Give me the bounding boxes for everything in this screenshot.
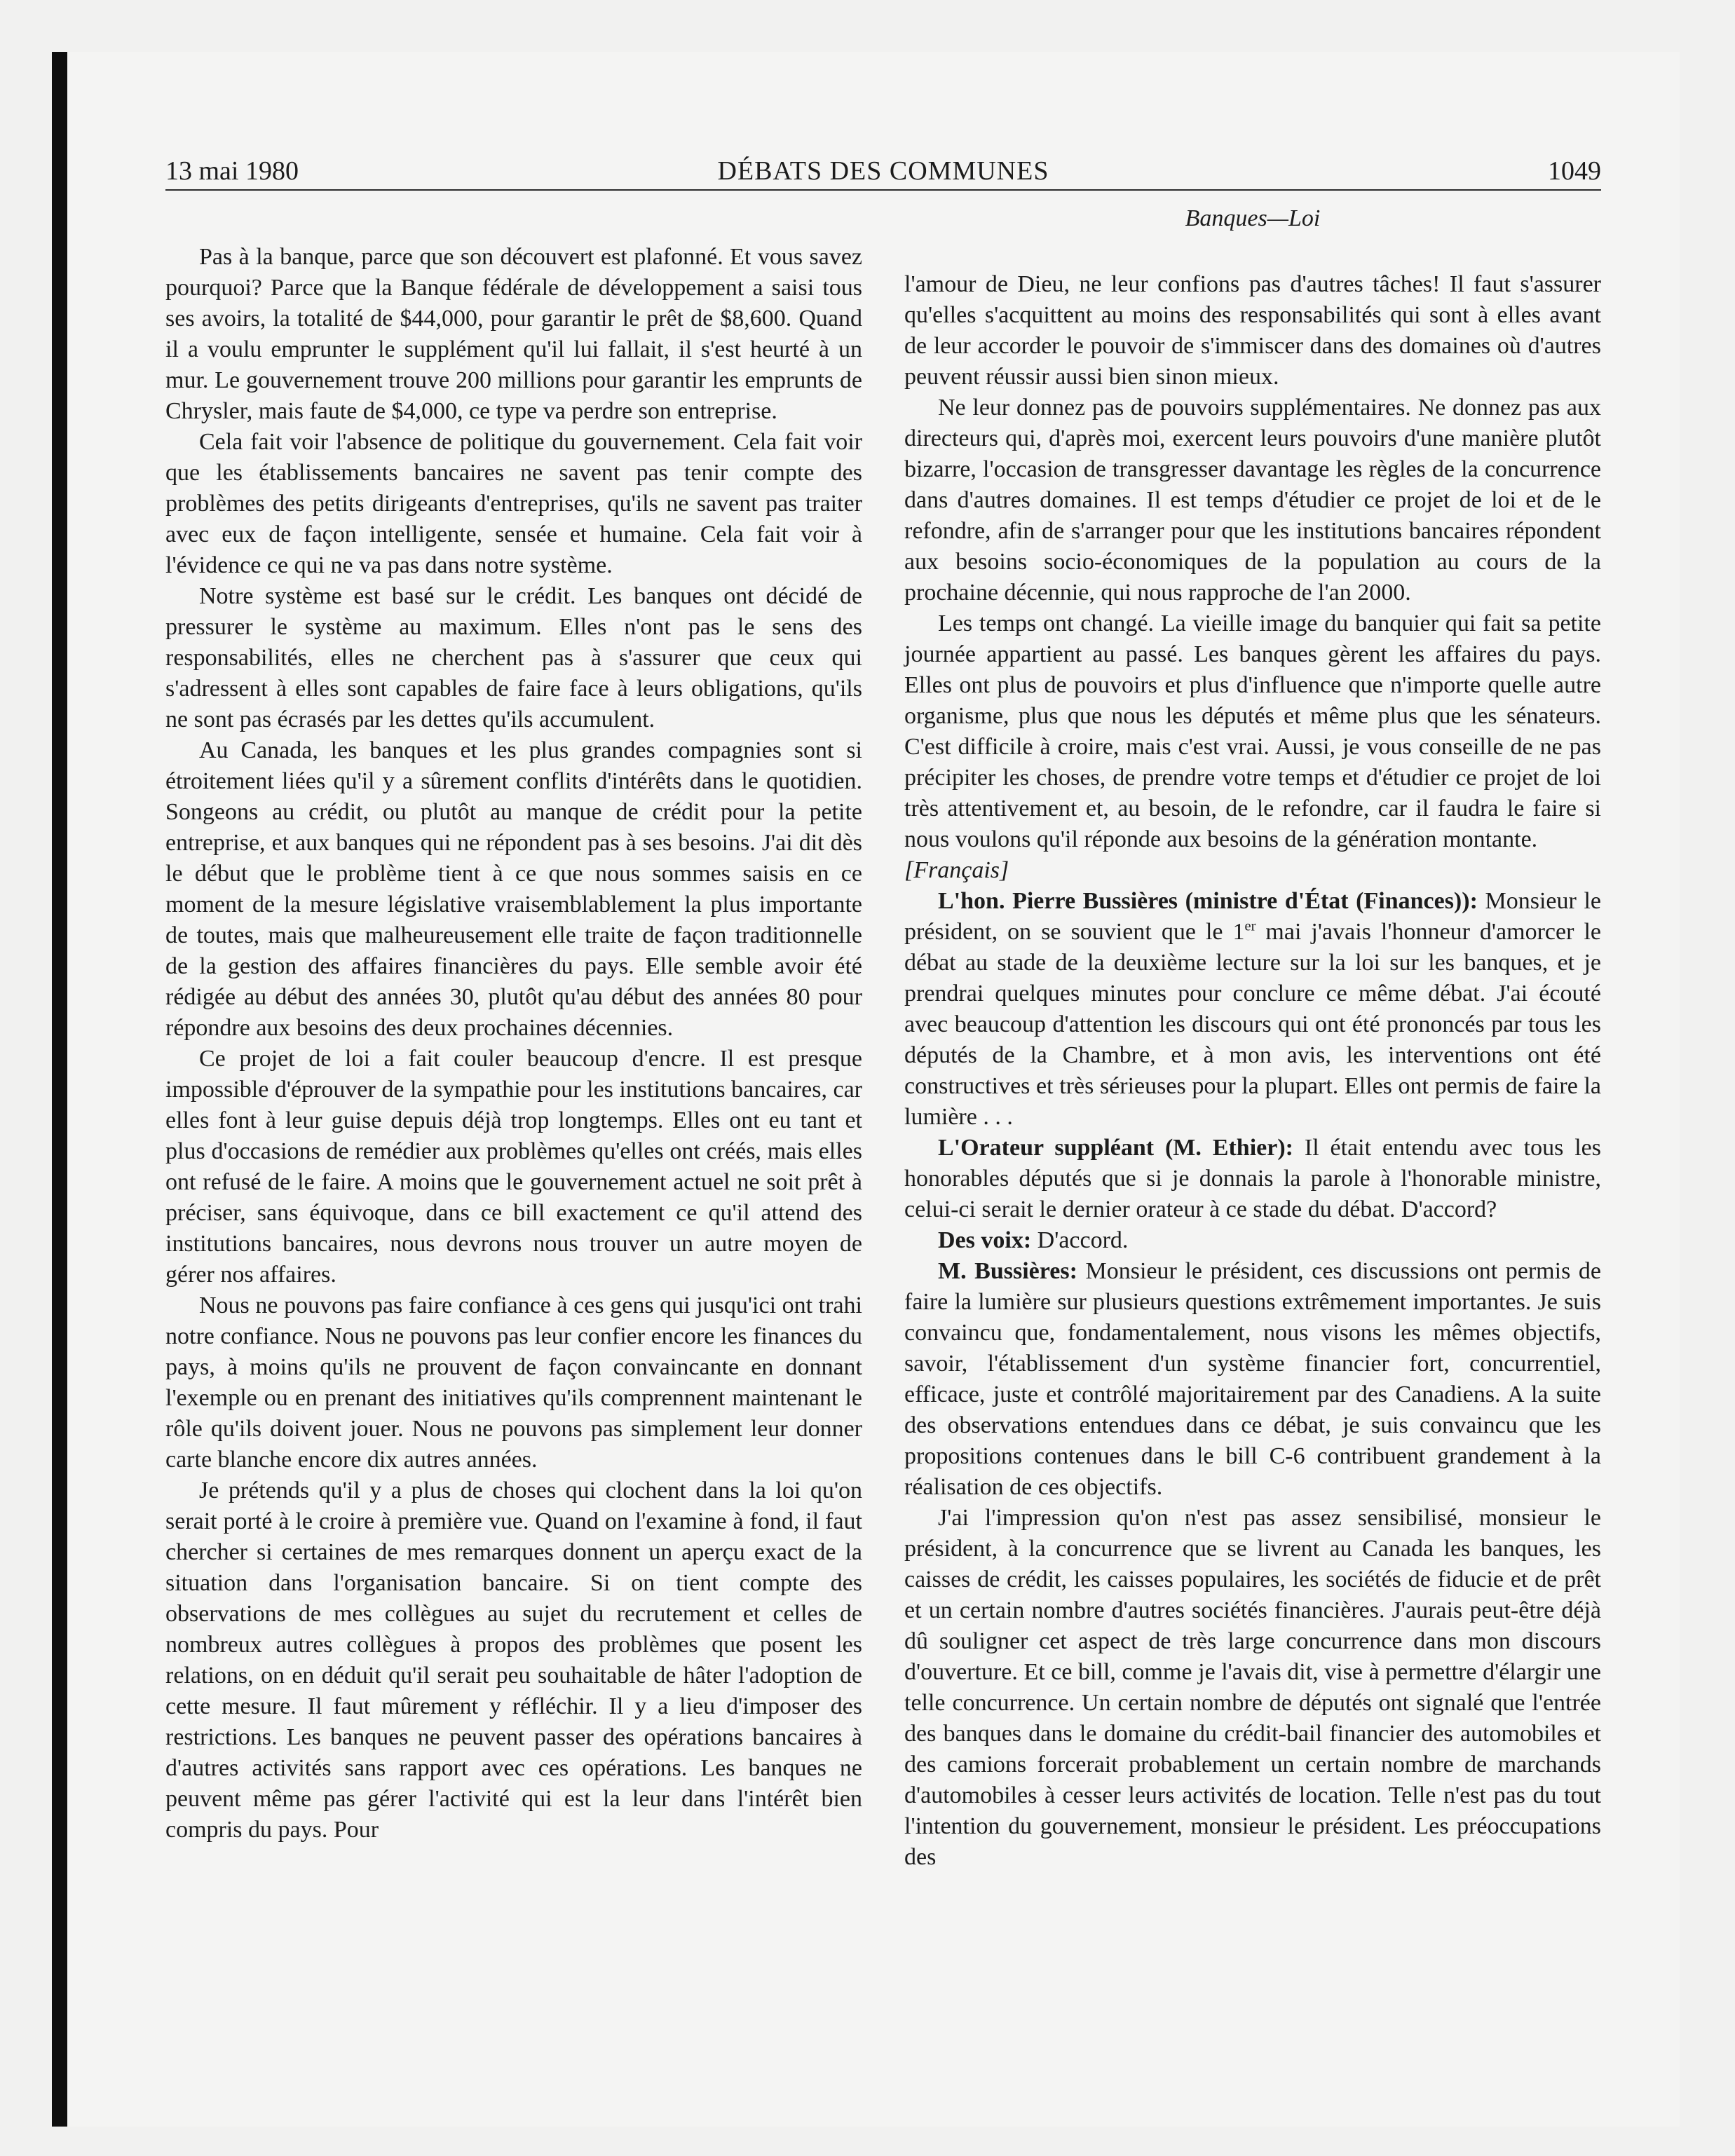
header-date: 13 mai 1980 xyxy=(165,156,299,186)
paragraph: Ne leur donnez pas de pouvoirs supplémentaires. Ne donnez pas aux directeurs qui, d'après moi, exercent leurs pouvoirs d'une manière plutôt bizarre, l'occasion de transgresser davantage les règles de la concurrence dans d'autres domaines. Il est temps d'étudier ce projet de loi et de le refondre, afin de s'arranger pour que les institutions bancaires répondent aux besoins socio-économiques de la population au cours de la prochaine décennie, qui nous rapproche de l'an 2000. xyxy=(904,395,1601,606)
speaker-name: M. Bussières: xyxy=(938,1258,1077,1284)
speaker-name: Des voix: xyxy=(938,1227,1032,1253)
running-header xyxy=(165,153,1601,189)
paragraph: Nous ne pouvons pas faire confiance à ces gens qui jusqu'ici ont trahi notre confiance. Nous ne pouvons pas leur confier encore les finances du pays, à moins qu'ils ne prouvent de façon convaincante en donnant l'exemple ou en prenant des initiatives qu'ils comprennent maintenant le rôle qu'ils doivent jouer. Nous ne pouvons pas simplement leur donner carte blanche encore dix autres années. xyxy=(165,1292,862,1473)
left-column xyxy=(165,242,862,1845)
header-rule xyxy=(165,189,1601,191)
scan-edge xyxy=(52,52,67,2127)
right-column xyxy=(904,238,1601,1873)
paragraph: J'ai l'impression qu'on n'est pas assez sensibilisé, monsieur le président, à la concurrence que se livrent au Canada les banques, les caisses de crédit, les caisses populaires, les sociétés de fiducie et de prêt et un certain nombre d'autres sociétés financières. J'aurais peut-être déjà dû souligner cet aspect de très large concurrence dans mon discours d'ouverture. Et ce bill, comme je l'avais dit, vise à permettre d'élargir une telle concurrence. Un certain nombre de députés ont signalé que l'entrée des banques dans le domaine du crédit-bail financier des automobiles et des camions forcerait probablement un certain nombre de marchands d'automobiles à cesser leurs activités de location. Telle n'est pas du tout l'intention du gouvernement, monsieur le président. Les préoccupations des xyxy=(904,1505,1601,1870)
speaker-name: L'Orateur suppléant (M. Ethier): xyxy=(938,1135,1293,1161)
paragraph: Ce projet de loi a fait couler beaucoup d'encre. Il est presque impossible d'éprouver de la sympathie pour les institutions bancaires, car elles font à leur guise depuis déjà trop longtemps. Elles ont eu tant et plus d'occasions de remédier aux problèmes qu'elles ont créés, mais elles ont refusé de le faire. A moins que le gouvernement actuel ne soit prêt à préciser, sans équivoque, dans ce bill exactement ce qu'il attend des institutions bancaires, nous devrons nous trouver un autre moyen de gérer nos affaires. xyxy=(165,1046,862,1288)
paragraph: Cela fait voir l'absence de politique du gouvernement. Cela fait voir que les établissements bancaires ne savent pas tenir compte des problèmes des petits dirigeants d'entreprises, qu'ils ne savent pas traiter avec eux de façon intelligente, sensée et humaine. Cela fait voir à l'évidence ce qui ne va pas dans notre système. xyxy=(165,429,862,578)
speech-acting-speaker xyxy=(904,1133,1601,1225)
paragraph: Notre système est basé sur le crédit. Les banques ont décidé de pressurer le système au maximum. Elles n'ont pas le sens des responsabilités, elles ne cherchent pas à s'assurer que ceux qui s'adressent à elles sont capables de faire face à leurs obligations, qu'ils ne sont pas écrasés par les dettes qu'ils accumulent. xyxy=(165,583,862,732)
paragraph: Au Canada, les banques et les plus grandes compagnies sont si étroitement liées qu'il y a sûrement conflits d'intérêts dans le quotidien. Songeons au crédit, ou plutôt au manque de crédit pour la petite entreprise, et aux banques qui ne répondent pas à ses besoins. J'ai dit dès le début que le problème tient à ce que nous sommes saisis en ce moment de la mesure législative vraisemblablement la plus importante de toutes, mais que malheureusement elle traite de façon traditionnelle de la gestion des affaires financières du pays. Elle semble avoir été rédigée au début des années 30, plutôt qu'au début des années 80 pour répondre aux besoins des deux prochaines décennies. xyxy=(165,737,862,1041)
speech-some-members xyxy=(904,1225,1601,1256)
language-tag: [Français] xyxy=(904,857,1009,883)
speaker-name: L'hon. Pierre Bussières (ministre d'État (Finances)): xyxy=(938,888,1478,914)
paragraph: Pas à la banque, parce que son découvert est plafonné. Et vous savez pourquoi? Parce que la Banque fédérale de développement a saisi tous ses avoirs, la totalité de $44,000, pour garantir le prêt de $8,600. Quand il a voulu emprunter le supplément qu'il lui fallait, il s'est heurté à un mur. Le gouvernement trouve 200 millions pour garantir les emprunts de Chrysler, mais faute de $4,000, ce type va perdre son entreprise. xyxy=(165,244,862,424)
speech-text: Monsieur le président, ces discussions ont permis de faire la lumière sur plusieurs questions extrêmement importantes. Je suis convaincu que, fondamentalement, nous visons les mêmes objectifs, savoir, l'établissement d'un système financier fort, concurrentiel, efficace, juste et contrôlé majoritairement par des Canadiens. A la suite des observations entendues dans ce débat, je suis convaincu que les propositions contenues dans le bill C-6 contribuent grandement à la réalisation de ces objectifs. xyxy=(904,1258,1601,1500)
paragraph: Les temps ont changé. La vieille image du banquier qui fait sa petite journée appartient au passé. Les banques gèrent les affaires du pays. Elles ont plus de pouvoirs et plus d'influence que n'importe quelle autre organisme, plus que nous les députés et même plus que les sénateurs. C'est difficile à croire, mais c'est vrai. Aussi, je vous conseille de ne pas précipiter les choses, de prendre votre temps et d'étudier ce projet de loi très attentivement et, au besoin, de le refondre, car il faudra le faire si nous voulons qu'il réponde aux besoins de la génération montante. xyxy=(904,610,1601,852)
speech-text: Monsieur le président, on se souvient que le 1 xyxy=(904,888,1601,945)
paragraph-continued: l'amour de Dieu, ne leur confions pas d'autres tâches! Il faut s'assurer qu'elles s'acquittent au moins des responsabilités qui sont à elles avant de leur accorder le pouvoir de s'immiscer dans des domaines où d'autres peuvent réussir aussi bien sinon mieux. xyxy=(904,271,1601,390)
speech-text: Il était entendu avec tous les honorables députés que si je donnais la parole à l'honorable ministre, celui-ci serait le dernier orateur à ce stade du débat. D'accord? xyxy=(904,1135,1602,1222)
speech-bussieres xyxy=(904,1256,1601,1503)
speech-text: D'accord. xyxy=(1037,1227,1129,1253)
speech-text: mai j'avais l'honneur d'amorcer le débat au stade de la deuxième lecture sur la loi sur les banques, et je prendrai quelques minutes pour conclure ce même débat. J'ai écouté avec beaucoup d'attention les discours qui ont été prononcés par tous les députés de la Chambre, et à mon avis, les interventions ont été constructives et très sérieuses pour la plupart. Elles ont permis de faire la lumière . . . xyxy=(904,919,1601,1130)
ordinal-superscript: er xyxy=(1244,918,1256,934)
section-heading: Banques—Loi xyxy=(1185,205,1321,231)
speech-bussieres-minister xyxy=(904,886,1601,1133)
header-title: DÉBATS DES COMMUNES xyxy=(717,156,1049,186)
paragraph: Je prétends qu'il y a plus de choses qui clochent dans la loi qu'on serait porté à le croire à première vue. Quand on l'examine à fond, il faut chercher si certaines de mes remarques donnent un aperçu exact de la situation dans l'organisation bancaire. Si on tient compte des observations de mes collègues au sujet du recrutement et celles de nombreux autres collègues à propos des problèmes que posent les relations, on en déduit qu'il serait peu souhaitable de hâter l'adoption de cette mesure. Il faut mûrement y réfléchir. Il y a lieu d'imposer des restrictions. Les banques ne peuvent passer des opérations bancaires à d'autres activités sans rapport avec ces opérations. Les banques ne peuvent même pas gérer l'activité qui est la leur dans l'intérêt bien compris du pays. Pour xyxy=(165,1478,862,1843)
page-number: 1049 xyxy=(1548,156,1601,186)
